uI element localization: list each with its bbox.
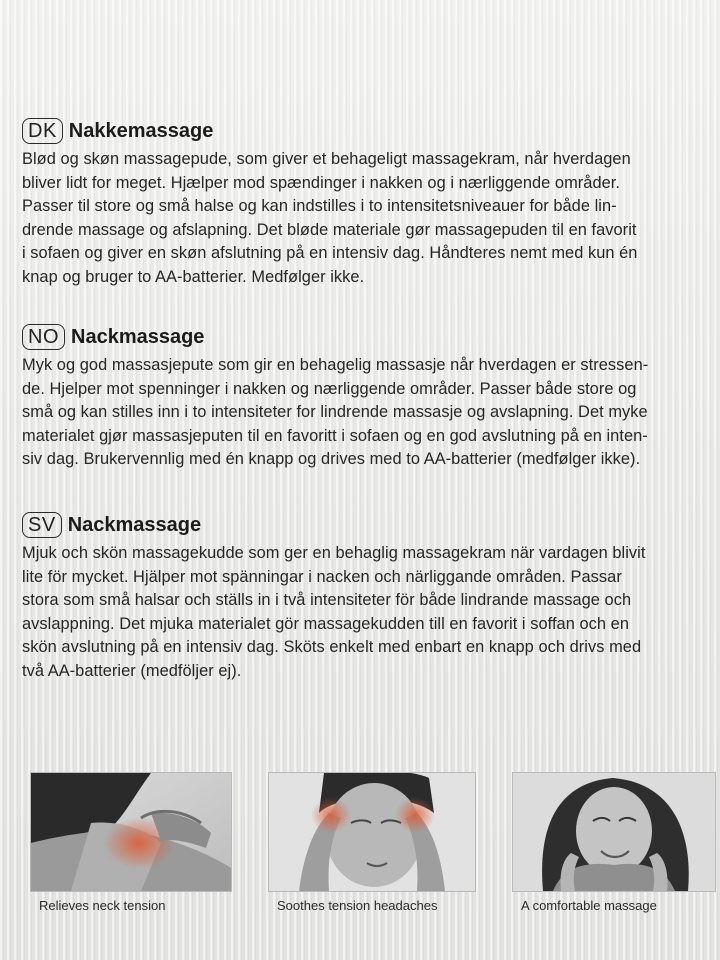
section-title: Nackmassage	[67, 513, 202, 536]
body-line: två AA-batterier (medföljer ej).	[22, 661, 242, 680]
language-badge: DK	[22, 118, 63, 144]
section-sv	[22, 510, 702, 683]
body-line: drende massage og afslapning. Det bløde materiale gør massagepuden til en favorit	[22, 220, 637, 239]
section-body	[22, 542, 702, 683]
photo-neck-tension	[30, 772, 232, 892]
photo-tension-headache	[268, 772, 476, 892]
body-line: Passer til store og små halse og kan indstilles i to intensitetsniveauer for både lin-	[22, 197, 617, 215]
body-line: avslappning. Det mjuka materialet gör massagekudden till en favorit i soffan och en	[22, 614, 629, 633]
photo-caption: A comfortable massage	[521, 898, 657, 913]
photo-comfortable-massage	[512, 772, 716, 892]
section-body	[22, 148, 702, 289]
section-heading	[22, 116, 702, 146]
body-line: Myk og god massasjepute som gir en behagelig massasje når hverdagen er stressen-	[22, 356, 649, 374]
body-line: siv dag. Brukervennlig med én knapp og drives med to AA-batterier (medfølger ikke).	[22, 450, 641, 468]
photo-caption: Soothes tension headaches	[277, 898, 438, 913]
body-line: i sofaen og giver en skøn afslutning på en intensiv dag. Håndteres nemt med kun én	[22, 244, 638, 262]
section-body	[22, 354, 702, 472]
section-title: Nakkemassage	[68, 119, 214, 142]
body-line: Blød og skøn massagepude, som giver et behageligt massagekram, når hverdagen	[22, 150, 631, 168]
photo-caption: Relieves neck tension	[39, 898, 166, 913]
language-badge: NO	[22, 324, 65, 350]
body-line: knap og bruger to AA-batterier. Medfølger ikke.	[22, 267, 365, 286]
body-line: Mjuk och skön massagekudde som ger en behaglig massagekram när vardagen blivit	[22, 544, 646, 562]
section-heading	[22, 322, 702, 352]
body-line: materialet gjør massasjeputen til en favoritt i sofaen og en god avslutning på en inten-	[22, 426, 648, 445]
body-line: stora som små halsar och ställs in i två intensiteter för både lindrande massage och	[22, 591, 632, 609]
section-heading	[22, 510, 702, 540]
language-badge: SV	[22, 512, 62, 538]
body-line: skön avslutning på en intensiv dag. Sköts enkelt med enbart en knapp och drivs med	[22, 638, 642, 656]
body-line: små og kan stilles inn i to intensiteter for lindrende massasje og avslapning. Det myke	[22, 403, 648, 421]
section-dk	[22, 116, 702, 289]
body-line: lite för mycket. Hjälper mot spänningar i nacken och närliggande områden. Passar	[22, 567, 622, 586]
section-title: Nackmassage	[71, 325, 205, 348]
body-line: bliver lidt for meget. Hjælper mod spændinger i nakken og i nærliggende områder.	[22, 173, 621, 192]
section-no	[22, 322, 702, 472]
body-line: de. Hjelper mot spenninger i nakken og nærliggende områder. Passer både store og	[22, 379, 637, 398]
